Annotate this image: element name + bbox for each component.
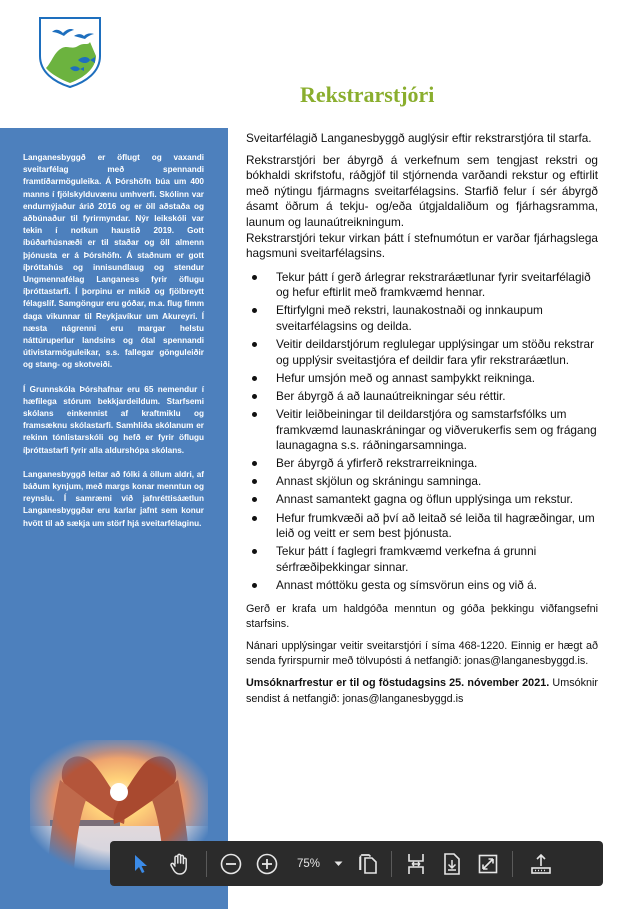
list-item: Hefur frumkvæði að því að leitað sé leiða til hagræðingar, um leið og veitt er sem best þjónusta. <box>276 511 598 542</box>
deadline-bold-text: Umsóknarfrestur er til og föstudagsins 25. nóvember 2021. <box>246 676 550 689</box>
list-item: Veitir leiðbeiningar til deildarstjóra og samstarfsfólks um framkvæmd launaskráningar og viðverukerfis sem og frágang launagagna s.s. ráðningarsamninga. <box>276 407 597 453</box>
chevron-down-icon <box>334 861 343 867</box>
intro-paragraph: Sveitarfélagið Langanesbyggð auglýsir eftir rekstrarstjóra til starfa. <box>246 131 592 145</box>
list-item: Annast samantekt gagna og öflun upplýsinga um rekstur. <box>276 492 598 508</box>
list-item: Eftirfylgni með rekstri, launakostnaði og innkaupum sveitarfélagsins og deilda. <box>276 303 598 334</box>
description-paragraph: Rekstrarstjóri tekur virkan þátt í stefnumótun er varðar fjárhagslega hagsmuni sveitarfélagsins. <box>246 230 598 261</box>
zoom-out-icon <box>220 853 242 875</box>
viewer-toolbar <box>110 841 603 886</box>
hand-pan-icon <box>168 852 192 876</box>
zoom-level-dropdown[interactable] <box>289 851 347 877</box>
fullscreen-icon <box>478 854 498 874</box>
list-item: Veitir deildarstjórum reglulegar upplýsingar um stöðu rekstrar og upplýsir sveitastjóra ef deildir fara yfir rekstraráætlun. <box>276 337 598 368</box>
fit-page-icon <box>406 852 426 876</box>
main-content <box>246 131 598 713</box>
rotate-page-button[interactable] <box>434 841 470 886</box>
description-paragraph: Rekstrarstjóri ber ábyrgð á verkefnum sem tengjast rekstri og bókhaldi skrifstofu, ráðgjöf til stjórnenda varðandi rekstur og eftirlit með nýtingu fjármagns sveitarfélagsins. Starfið felur í sér ábyrgð ásamt öðrum á tekju- og/eða útgjaldaliðum og fjárhagsramma, launum og launaútreikningum. <box>246 152 598 229</box>
toolbar-divider <box>391 851 392 877</box>
list-item: Hefur umsjón með og annast samþykkt reikninga. <box>276 371 598 387</box>
langanesbyggd-logo <box>38 16 102 88</box>
document-title: Rekstrarstjóri <box>300 82 435 107</box>
contact-paragraph: Nánari upplýsingar veitir sveitarstjóri í síma 468-1220. Einnig er hægt að senda fyrirspurnir með tölvupósti á netfangið: jonas@langanesbyggd.is. <box>246 639 598 668</box>
list-item: Annast skjölun og skráningu samninga. <box>276 474 598 490</box>
zoom-in-button[interactable] <box>249 841 285 886</box>
zoom-out-button[interactable] <box>213 841 249 886</box>
select-arrow-icon <box>133 854 149 874</box>
sidebar-text <box>23 152 204 542</box>
copy-pages-icon <box>358 853 378 875</box>
zoom-value: 75% <box>297 857 321 870</box>
save-download-icon <box>530 853 552 875</box>
sidebar-paragraph: Í Grunnskóla Þórshafnar eru 65 nemendur í hæfilega stórum bekkjardeildum. Starfsemi skólans einkennist af kraftmiklu og framsæknu skólastarfi. Samhliða skólanum er rekinn tónlistarskóli og hefð er fyrir öflugu íþróttastarfi fyrir alla aldurshópa skólans. <box>23 384 204 455</box>
select-tool-button[interactable] <box>122 841 160 886</box>
fit-page-button[interactable] <box>398 841 434 886</box>
pan-tool-button[interactable] <box>160 841 200 886</box>
list-item: Tekur þátt í gerð árlegrar rekstraráætlunar fyrir sveitarfélagið og hefur eftirlit með framkvæmd hennar. <box>276 270 598 301</box>
fullscreen-button[interactable] <box>470 841 506 886</box>
toolbar-divider <box>512 851 513 877</box>
save-button[interactable] <box>519 841 563 886</box>
deadline-paragraph <box>246 676 598 707</box>
deadline-text: Umsóknir sendist á netfangið: jonas@langanesbyggd.is <box>246 676 598 705</box>
sidebar-paragraph: Langanesbyggð leitar að fólki á öllum aldri, af báðum kynjum, með margs konar menntun og reynslu. Í samræmi við jafnréttisáætlun Langanesbyggðar eru karlar jafnt sem konur hvött til að sækja um störf hjá sveitarfélaginu. <box>23 469 204 528</box>
list-item: Ber ábyrgð á að launaútreikningar séu réttir. <box>276 389 598 405</box>
rotate-page-icon <box>442 853 462 875</box>
copy-button[interactable] <box>351 841 385 886</box>
sidebar-paragraph: Langanesbyggð er öflugt og vaxandi sveitarfélag með spennandi framtíðarmöguleika. Á Þórshöfn búa um 400 manns í fjölskylduvænu umhverfi. Skólinn var endurnýjaður árið 2016 og er öll aðstaða og aðbúnaður til fyrirmyndar. Nýr leikskóli var tekin í notkun haustið 2019. Gott íbúðarhúsnæði er til staðar og öll almenn þjónusta er á Þórshöfn. Á staðnum er gott íþróttahús og innisundlaug og stendur Ungmennafélag Langaness fyrir öflugu íþróttastarfi. Í þorpinu er mikið og fjölbreytt félagslíf. Samgöngur eru góðar, m.a. flug fimm daga vikunnar til Reykjavíkur um Akureyri. Í næsta nágrenni eru margar helstu náttúruperlur landsins og ótal spennandi útivistarmöguleikar, s.s. fallegar gönguleiðir og stang- og skotveiði. <box>23 153 204 370</box>
duties-list <box>246 270 598 594</box>
toolbar-divider <box>206 851 207 877</box>
zoom-in-icon <box>256 853 278 875</box>
list-item: Annast móttöku gesta og símsvörun eins og við á. <box>276 578 598 594</box>
list-item: Tekur þátt í faglegri framkvæmd verkefna á grunni sérfræðiþekkingar sinnar. <box>276 544 598 575</box>
requirements-paragraph: Gerð er krafa um haldgóða menntun og góða þekkingu viðfangsefni starfsins. <box>246 602 598 631</box>
list-item: Ber ábyrgð á yfirferð rekstrarreikninga. <box>276 456 598 472</box>
